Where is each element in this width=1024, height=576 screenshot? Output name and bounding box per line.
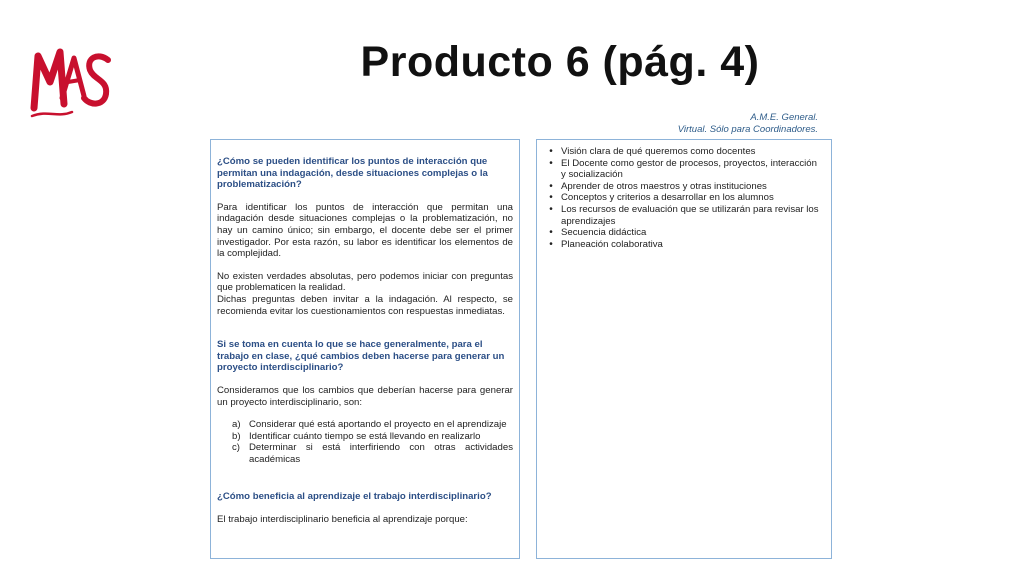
list-marker: c) [232,442,240,454]
list-item [541,204,823,227]
list-item-text: Considerar qué está aportando el proyecto en el aprendizaje [249,419,507,431]
list-item-text: Conceptos y criterios a desarrollar en los alumnos [561,192,774,204]
list-item-text: Identificar cuánto tiempo se está llevando en realizarlo [249,430,481,442]
bullet-icon: • [549,157,553,169]
list-item-text: Planeación colaborativa [561,238,663,250]
paragraph-3: Dichas preguntas deben invitar a la indagación. Al respecto, se recomienda evitar los cuestionamientos con respuestas inmediatas. [217,293,513,317]
list-item-text: El Docente como gestor de procesos, proyectos, interacción y socialización [561,157,817,181]
list-item [541,227,823,239]
list-marker: a) [232,419,241,431]
list-item-text: Determinar si está interfiriendo con otras actividades académicas [249,442,513,465]
meta-line: A.M.E. General. [750,112,818,123]
bullet-icon: • [549,192,553,204]
bullet-icon: • [549,146,553,157]
list-item [541,192,823,204]
list-item-text: Aprender de otros maestros y otras instituciones [561,180,767,192]
mas-logo-icon [28,38,116,124]
bullet-list [541,146,823,250]
paragraph-2: No existen verdades absolutas, pero podemos iniciar con preguntas que problematicen la realidad. [217,270,513,294]
list-item [232,419,513,431]
bullet-icon: • [549,238,553,250]
list-item [541,181,823,193]
list-marker: b) [232,430,241,442]
changes-list [217,419,513,465]
list-item [541,239,823,251]
list-item-text: Los recursos de evaluación que se utilizarán para revisar los aprendizajes [561,203,819,227]
list-item [232,442,513,465]
paragraph-5: El trabajo interdisciplinario beneficia al aprendizaje porque: [217,514,468,526]
question-1: ¿Cómo se pueden identificar los puntos de interacción que permitan una indagación, desde situaciones complejas o la problematización? [217,156,488,191]
slide-title: Producto 6 (pág. 4) [360,38,760,86]
right-panel [536,139,832,559]
logo [28,38,116,124]
list-item [232,431,513,443]
list-item [541,158,823,181]
bullet-icon: • [549,203,553,215]
meta-line: Virtual. Sólo para Coordinadores. [677,124,818,135]
left-panel [210,139,520,559]
question-2: Si se toma en cuenta lo que se hace generalmente, para el trabajo en clase, ¿qué cambios deben hacerse para generar un proyecto interdisciplinario? [217,339,505,374]
paragraph-1: Para identificar los puntos de interacción que permitan una indagación desde situaciones complejas o la problematización, no hay un camino único; sin embargo, el docente debe ser el primer investigador. Por esta razón, su labor es identificar los elementos de la complejidad. [217,201,513,260]
meta-text [678,112,818,136]
list-item [541,146,823,158]
bullet-icon: • [549,180,553,192]
bullet-icon: • [549,227,553,239]
list-item-text: Secuencia didáctica [561,227,647,239]
list-item-text: Visión clara de qué queremos como docentes [561,146,756,157]
question-3: ¿Cómo beneficia al aprendizaje el trabajo interdisciplinario? [217,491,492,503]
paragraph-4: Consideramos que los cambios que deberían hacerse para generar un proyecto interdisciplinario, son: [217,384,513,408]
